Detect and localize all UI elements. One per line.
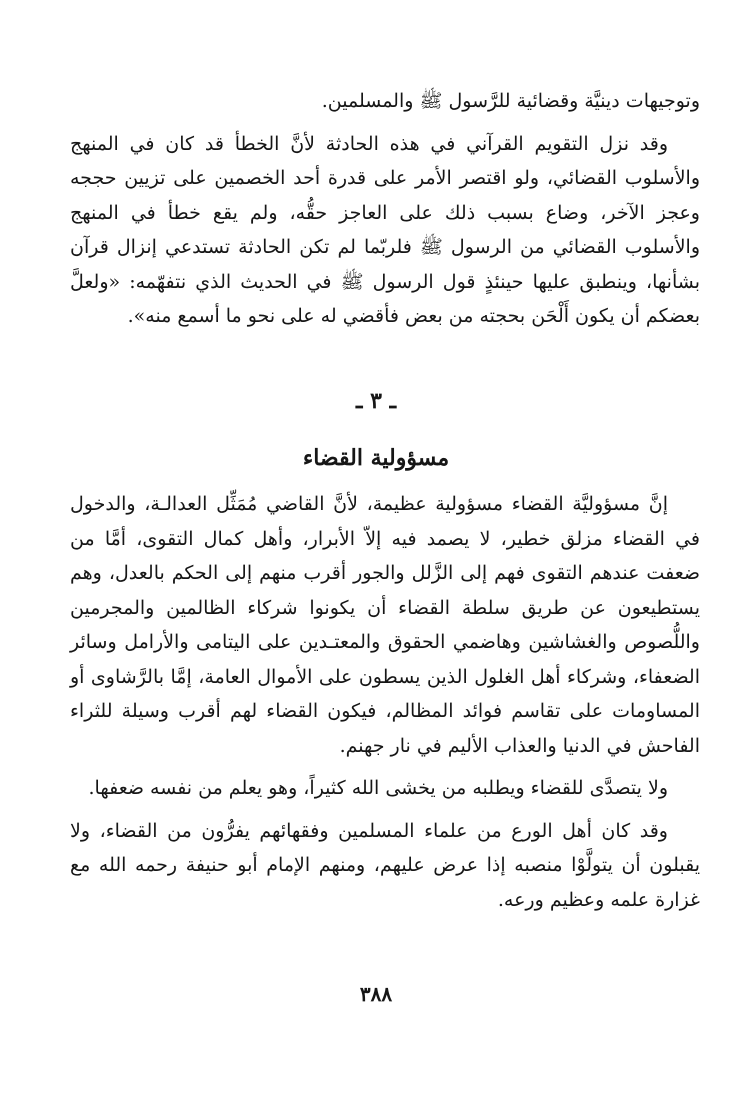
body-text-block	[70, 487, 700, 917]
section-title: مسؤولية القضاء	[302, 445, 450, 471]
paragraph: ولا يتصدَّى للقضاء ويطلبه من يخشى الله كثيراً، وهو يعلم من نفسه ضعفها.	[88, 777, 668, 799]
top-text-block	[70, 84, 700, 334]
section-number: ـ ٣ ـ	[355, 388, 397, 414]
paragraph: وتوجيهات دينيَّة وقضائية للرَّسول ﷺ والمسلمين.	[321, 90, 700, 112]
paragraph: إنَّ مسؤوليَّة القضاء مسؤولية عظيمة، لأنَّ القاضي مُمَثِّل العدالـة، والدخول في القضاء مزلق خطير، لا يصمد فيه إلاّ الأبرار، وأهل كمال التقوى، أمَّا من ضعفت عندهم التقوى فهم إلى الزَّلل والجور أقرب منهم إلى الحكم بالعدل، وهم يستطيعون عن طريق سلطة القضاء أن يكونوا شركاء الظالمين والمجرمين واللُّصوص والغشاشين وهاضمي الحقوق والمعتـدين على اليتامى والأرامل وسائر الضعفاء، وشركاء أهل الغلول الذين يسطون على الأموال العامة، إمَّا بالرَّشاوى أو المساومات على تقاسم فوائد المظالم، فيكون القضاء لهم أقرب وسيلة للثراء الفاحش في الدنيا والعذاب الأليم في نار جهنم.	[70, 493, 700, 757]
paragraph: وقد كان أهل الورع من علماء المسلمين وفقهائهم يفرُّون من القضاء، ولا يقبلون أن يتولَّوْا منصبه إذا عرض عليهم، ومنهم الإمام أبو حنيفة رحمه الله مع غزارة علمه وعظيم ورعه.	[70, 819, 700, 911]
page-number: ٣٨٨	[359, 982, 393, 1006]
paragraph: وقد نزل التقويم القرآني في هذه الحادثة لأنَّ الخطأ قد كان في المنهج والأسلوب القضائي، ولو اقتصر الأمر على قدرة أحد الخصمين على تزيين حججه وعجز الآخر، وضاع بسبب ذلك على العاجز حقُّه، ولم يقع خطأ في المنهج والأسلوب القضائي من الرسول ﷺ فلربّما لم تكن الحادثة تستدعي إنزال قرآن بشأنها، وينطبق عليها حينئذٍ قول الرسول ﷺ في الحديث الذي نتفهّمه: «ولعلَّ بعضكم أن يكون أَلْحَن بحجته من بعض فأقضي له على نحو ما أسمع منه».	[70, 132, 700, 327]
